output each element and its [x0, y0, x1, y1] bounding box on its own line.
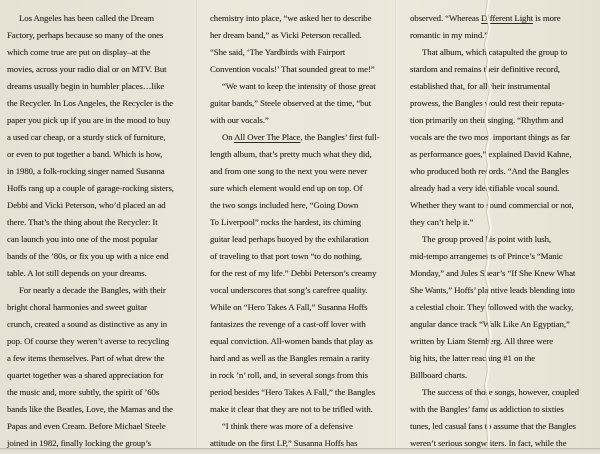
text-segment: chemistry into place, “we asked her to describe [210, 13, 372, 23]
text-line [410, 95, 598, 112]
text-line [7, 61, 205, 78]
text-line [210, 163, 408, 180]
text-line [410, 282, 598, 299]
text-line [7, 367, 205, 384]
text-line [410, 231, 598, 248]
text-segment: She Wants,” Hoffs’ plaintive leads blending into [410, 285, 575, 295]
text-segment: paper you pick up if you are in the mood to buy [7, 115, 171, 125]
text-line [410, 316, 598, 333]
text-segment: the Recycler. In Los Angeles, the Recycler is the [7, 98, 174, 108]
text-segment: Billboard charts. [410, 370, 467, 380]
text-line [7, 265, 205, 282]
text-line [410, 78, 598, 95]
text-segment: joined in 1982, finally locking the group’s [7, 438, 152, 448]
text-segment: length album, that’s pretty much what they did, [210, 149, 372, 159]
text-segment: for the rest of my life.” Debbi Peterson’s creamy [210, 268, 377, 278]
text-line [410, 401, 598, 418]
text-line [410, 299, 598, 316]
text-segment: her dream band,” as Vicki Peterson recalled. [210, 30, 362, 40]
text-segment: bands of the ’80s, or fix you up with a nice end [7, 251, 169, 261]
text-segment: as performance goes,” explained David Kahne, [410, 149, 572, 159]
text-line [7, 95, 205, 112]
text-line [210, 231, 408, 248]
text-segment: “She said, ‘The Yardbirds with Fairport [210, 47, 346, 57]
text-line [7, 180, 205, 197]
text-line [210, 282, 408, 299]
text-segment: That album, which catapulted the group to [422, 47, 568, 57]
album-title-underlined: All Over The Place [234, 132, 301, 142]
text-line [7, 299, 205, 316]
text-line [410, 367, 598, 384]
text-segment: While on “Hero Takes A Fall,” Susanna Hoffs [210, 302, 368, 312]
text-segment: a used car cheap, or a sturdy stick of furniture, [7, 132, 166, 142]
text-segment: vocals are the two most important things as far [410, 132, 570, 142]
text-line [410, 27, 598, 44]
album-title-underlined: Different Light [481, 13, 533, 23]
text-segment: and from one song to the next you were never [210, 166, 368, 176]
text-line [410, 61, 598, 78]
text-line [410, 333, 598, 350]
text-line [210, 95, 408, 112]
text-line [7, 350, 205, 367]
text-line [410, 265, 598, 282]
text-segment: or even to put together a band. Which is how, [7, 149, 163, 159]
text-line [7, 214, 205, 231]
text-segment: “We want to keep the intensity of those great [222, 81, 376, 91]
text-segment: crunch, created a sound as distinctive as any in [7, 319, 168, 329]
text-segment: , the Bangles’ first full- [300, 132, 380, 142]
text-line [7, 146, 205, 163]
text-line [410, 44, 598, 61]
text-segment: On [222, 132, 235, 142]
text-segment: The group proved his point with lush, [422, 234, 551, 244]
text-segment: “I think there was more of a defensive [222, 421, 353, 431]
text-line [210, 180, 408, 197]
text-line [410, 163, 598, 180]
text-line [210, 78, 408, 95]
text-segment: a celestial choir. They followed with the wacky, [410, 302, 574, 312]
text-line [410, 146, 598, 163]
text-segment: with the Bangles’ famous addiction to sixties [410, 404, 564, 414]
text-line [210, 112, 408, 129]
text-segment: prowess, the Bangles would rest their reputa- [410, 98, 565, 108]
text-line [7, 384, 205, 401]
text-segment: sure which element would end up on top. Of [210, 183, 363, 193]
text-segment: established that, for all their instrumental [410, 81, 551, 91]
text-segment: romantic in my mind.” [410, 30, 489, 40]
text-segment: Debbi and Vicki Peterson, who’d placed an ad [7, 200, 166, 210]
text-segment: quartet together was a shared appreciation for [7, 370, 164, 380]
text-line [7, 27, 205, 44]
text-segment: To Liverpool” rocks the hardest, its chiming [210, 217, 362, 227]
text-segment: who produced both records. “And the Bangles [410, 166, 569, 176]
text-segment: Factory, perhaps because so many of the ones [7, 30, 164, 40]
text-segment: Whether they want to sound commercial or not, [410, 200, 574, 210]
text-line [210, 265, 408, 282]
text-line [7, 333, 205, 350]
text-line [210, 248, 408, 265]
text-line [410, 180, 598, 197]
text-segment: vocal underscores that song’s carefree quality. [210, 285, 368, 295]
text-line [210, 10, 408, 27]
text-segment: Hoffs rang up a couple of garage-rocking sisters, [7, 183, 174, 193]
text-line [210, 316, 408, 333]
text-segment: fantasizes the revenge of a cast-off lover with [210, 319, 366, 329]
text-line [7, 112, 205, 129]
text-segment: guitar lead perhaps buoyed by the exhilaration [210, 234, 369, 244]
text-line [7, 10, 205, 27]
text-line [410, 214, 598, 231]
text-line [7, 282, 205, 299]
text-segment: The success of those songs, however, coupled [422, 387, 579, 397]
text-segment: guitar bands,” Steele observed at the time, “but [210, 98, 372, 108]
text-segment: For nearly a decade the Bangles, with their [19, 285, 166, 295]
text-line [7, 78, 205, 95]
text-line [210, 384, 408, 401]
text-segment: the two songs included here, “Going Down [210, 200, 359, 210]
text-segment: already had a very identifiable vocal sound. [410, 183, 560, 193]
text-segment: equal conviction. All-women bands that play as [210, 336, 373, 346]
text-line [210, 333, 408, 350]
text-line [7, 129, 205, 146]
page-bottom-edge [0, 448, 600, 454]
text-line [410, 10, 598, 27]
text-segment: Monday,” and Jules Shear’s “If She Knew What [410, 268, 576, 278]
text-segment: make it clear that they are not to be trifled with. [210, 404, 373, 414]
text-column-1 [7, 10, 205, 452]
text-line [7, 418, 205, 435]
text-line [7, 44, 205, 61]
text-line [410, 112, 598, 129]
text-column-2 [210, 10, 408, 452]
text-line [7, 163, 205, 180]
text-line [210, 367, 408, 384]
text-segment: bright choral harmonies and sweet guitar [7, 302, 147, 312]
text-segment: there. That’s the thing about the Recycler: It [7, 217, 158, 227]
text-line [210, 146, 408, 163]
text-line [210, 44, 408, 61]
text-segment: tion primarily on their singing. “Rhythm and [410, 115, 564, 125]
text-line [7, 197, 205, 214]
text-line [210, 418, 408, 435]
text-line [7, 248, 205, 265]
text-segment: bands like the Beatles, Love, the Mamas and the [7, 404, 173, 414]
text-segment: with our vocals.” [210, 115, 269, 125]
text-line [210, 197, 408, 214]
text-segment: hard and as well as the Bangles remain a rarity [210, 353, 370, 363]
text-segment: weren’t serious songwriters. In fact, while the [410, 438, 567, 448]
text-segment: table. A lot still depends on your dreams. [7, 268, 147, 278]
text-segment: Papas and even Cream. Before Michael Steele [7, 421, 166, 431]
text-segment: the music and, more subtly, the spirit of ’60s [7, 387, 160, 397]
text-line [7, 316, 205, 333]
text-line [210, 350, 408, 367]
text-line [210, 27, 408, 44]
text-line [410, 418, 598, 435]
text-segment: pop. Of course they weren’t averse to recycling [7, 336, 170, 346]
text-line [210, 129, 408, 146]
text-segment: movies, across your radio dial or on MTV. But [7, 64, 167, 74]
text-line [210, 61, 408, 78]
text-column-3 [410, 10, 598, 452]
text-line [210, 299, 408, 316]
text-segment: angular dance track “Walk Like An Egyptian,” [410, 319, 570, 329]
text-segment: stardom and remains their definitive record, [410, 64, 560, 74]
text-line [410, 197, 598, 214]
text-segment: big hits, the latter reaching #1 on the [410, 353, 536, 363]
text-segment: Los Angeles has been called the Dream [19, 13, 155, 23]
text-segment: attitude on the first LP,” Susanna Hoffs has [210, 438, 358, 448]
text-segment: in 1980, a folk-rocking singer named Susanna [7, 166, 165, 176]
text-segment: a few items themselves. Part of what drew the [7, 353, 165, 363]
text-line [410, 129, 598, 146]
text-line [7, 231, 205, 248]
text-segment: observed. “Whereas [410, 13, 482, 23]
text-segment: is more [532, 13, 561, 23]
text-segment: they can’t help it.” [410, 217, 474, 227]
text-line [7, 401, 205, 418]
text-segment: Convention vocals!’ That sounded great to me!” [210, 64, 375, 74]
text-segment: which come true are put on display–at the [7, 47, 151, 57]
text-line [410, 350, 598, 367]
text-line [210, 214, 408, 231]
text-segment: dreams usually begin in humbler places…like [7, 81, 165, 91]
text-segment: of traveling to that port town “to do nothing, [210, 251, 363, 261]
text-segment: period besides “Hero Takes A Fall,” the Bangles [210, 387, 376, 397]
text-segment: written by Liam Sternberg. All three were [410, 336, 554, 346]
text-line [210, 401, 408, 418]
text-segment: tunes, led casual fans to assume that the Bangles [410, 421, 576, 431]
text-line [410, 384, 598, 401]
text-segment: mid-tempo arrangements of Prince’s “Manic [410, 251, 563, 261]
text-line [410, 248, 598, 265]
text-segment: can launch you into one of the most popular [7, 234, 158, 244]
text-segment: in rock ’n’ roll, and, in several songs from this [210, 370, 368, 380]
